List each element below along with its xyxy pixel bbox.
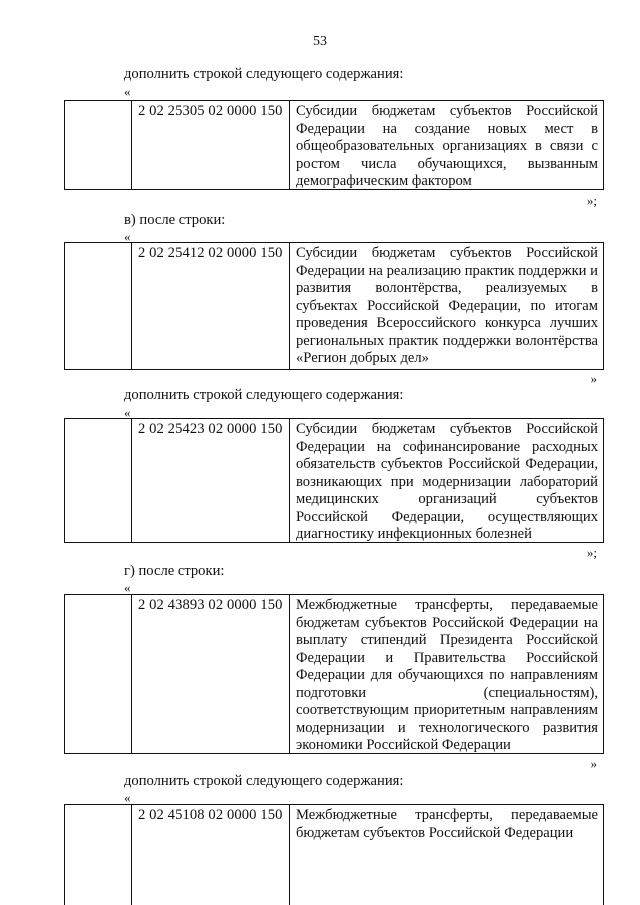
- section-intro: дополнить строкой следующего содержания:: [124, 773, 404, 789]
- description-cell: Субсидии бюджетам субъектов Российской Федерации на реализацию практик поддержки и развития волонтёрства, реализуемых в субъектах Российской Федерации, по итогам проведения Всероссийского конкурса лучших региональных практик поддержки волонтёрства «Регион добрых дел»: [296, 245, 598, 366]
- empty-cell: [65, 805, 132, 905]
- closing-quote: »: [590, 371, 597, 386]
- closing-quote: »: [590, 756, 597, 771]
- opening-quote: «: [124, 580, 131, 595]
- empty-cell: [65, 595, 132, 753]
- section-intro: дополнить строкой следующего содержания:: [124, 66, 404, 82]
- table-row: [64, 418, 604, 543]
- opening-quote: «: [124, 790, 131, 805]
- section-intro: г) после строки:: [124, 563, 225, 579]
- budget-code-cell: 2 02 25412 02 0000 150: [132, 243, 290, 369]
- description-cell: Субсидии бюджетам субъектов Российской Федерации на создание новых мест в общеобразовательных организациях в связи с ростом числа обучающихся, вызванным демографическим фактором: [296, 103, 598, 189]
- table-row: [64, 100, 604, 190]
- page-number: 53: [313, 34, 327, 49]
- opening-quote: «: [124, 405, 131, 420]
- budget-code-cell: 2 02 43893 02 0000 150: [132, 595, 290, 753]
- closing-quote: »;: [586, 545, 597, 560]
- description-cell: Межбюджетные трансферты, передаваемые бюджетам субъектов Российской Федерации на выплату стипендий Президента Российской Федерации и Правительства Российской Федерации для обучающихся по направлениям подготовки (специальностям), соответствующим приоритетным направлениям модернизации и технологического развития экономики Российской Федерации: [296, 597, 598, 753]
- description-cell: Субсидии бюджетам субъектов Российской Федерации на софинансирование расходных обязательств субъектов Российской Федерации, возникающих при модернизации лабораторий медицинских организаций субъектов Российской Федерации, осуществляющих диагностику инфекционных болезней: [296, 421, 598, 542]
- empty-cell: [65, 243, 132, 369]
- table-row: [64, 242, 604, 370]
- table-row: [64, 594, 604, 754]
- budget-code-cell: 2 02 25423 02 0000 150: [132, 419, 290, 542]
- budget-code-cell: 2 02 25305 02 0000 150: [132, 101, 290, 189]
- empty-cell: [65, 101, 132, 189]
- description-cell: Межбюджетные трансферты, передаваемые бюджетам субъектов Российской Федерации: [296, 807, 598, 841]
- closing-quote: »;: [586, 193, 597, 208]
- section-intro: дополнить строкой следующего содержания:: [124, 387, 404, 403]
- section-intro: в) после строки:: [124, 212, 226, 228]
- table-row: [64, 804, 604, 905]
- opening-quote: «: [124, 84, 131, 99]
- budget-code-cell: 2 02 45108 02 0000 150: [132, 805, 290, 905]
- opening-quote: «: [124, 229, 131, 244]
- empty-cell: [65, 419, 132, 542]
